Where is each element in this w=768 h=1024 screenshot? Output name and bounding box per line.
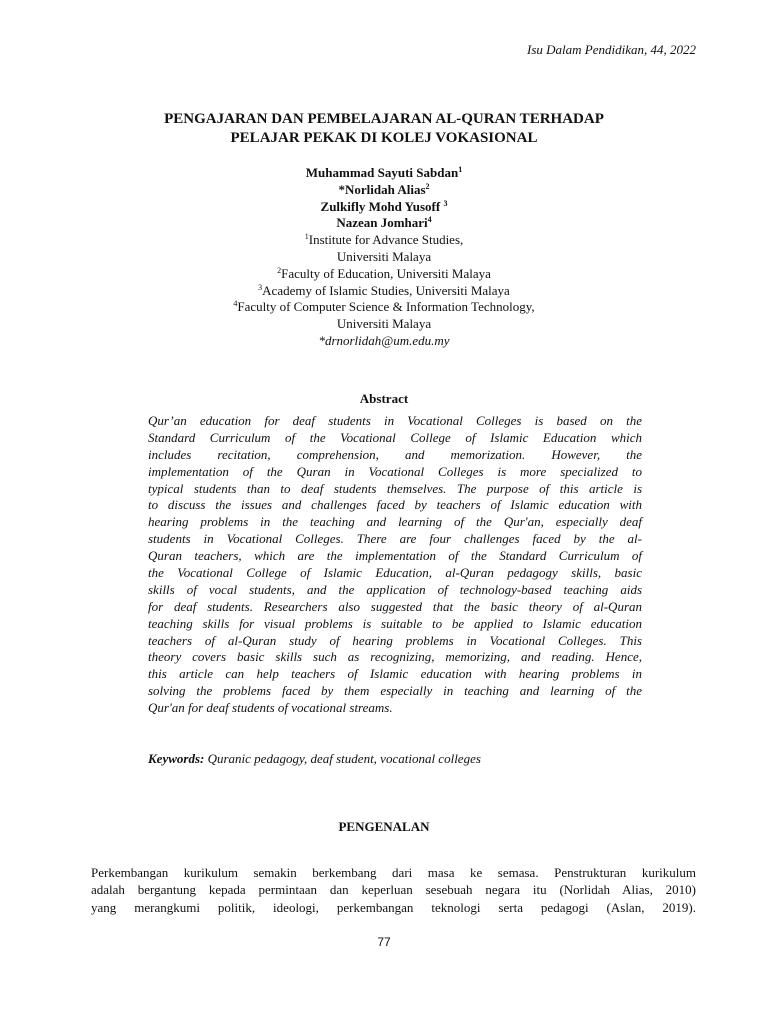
abstract-line: students in Vocational Colleges. There are four challenges faced by the al-: [148, 531, 642, 547]
abstract-line: theory covers basic skills such as recognizing, memorizing, and reading. Hence,: [148, 649, 642, 665]
author-name: Zulkifly Mohd Yusoff $^3$: [320, 198, 448, 214]
title-line: PENGAJARAN DAN PEMBELAJARAN AL-QURAN TERHADAP: [164, 111, 604, 127]
abstract-line: solving the problems faced by them especially in teaching and learning of the: [148, 683, 642, 699]
title-line: PELAJAR PEKAK DI KOLEJ VOKASIONAL: [230, 130, 538, 146]
abstract-line: hearing problems in the teaching and learning of the Qur'an, especially deaf: [148, 514, 642, 530]
abstract-line: to discuss the issues and challenges faced by teachers of Islamic education with: [148, 497, 642, 513]
corresponding-email[interactable]: *drnorlidah@um.edu.my: [318, 332, 450, 348]
page-number: 77: [377, 935, 391, 949]
body-line: Perkembangan kurikulum semakin berkembang dari masa ke semasa. Penstrukturan kurikulum: [91, 865, 696, 880]
affiliation: $^3$Academy of Islamic Studies, Universiti Malaya: [258, 282, 510, 298]
keywords: [148, 751, 481, 767]
paper-title: [0, 110, 768, 148]
abstract-line: Quran teachers, which are the implementation of the Standard Curriculum of: [148, 548, 642, 564]
abstract-line: this article can help teachers of Islamic education with hearing problems in: [148, 666, 642, 682]
abstract-line: the Vocational College of Islamic Education, al-Quran pedagogy skills, basic: [148, 565, 642, 581]
abstract-line: includes recitation, comprehension, and memorization. However, the: [148, 446, 642, 462]
abstract-line: Qur'an for deaf students of vocational streams.: [148, 700, 393, 716]
abstract-line: skills of vocal students, and the application of technology-based teaching aids: [148, 581, 642, 597]
abstract-line: teaching skills for visual problems is suitable to be applied to Islamic education: [148, 615, 642, 631]
affiliation: $^2$Faculty of Education, Universiti Malaya: [277, 265, 491, 281]
abstract-line: typical students than to deaf students themselves. The purpose of this article is: [148, 480, 642, 496]
author-name: *Norlidah Alias$^2$: [338, 181, 430, 197]
author-block: [0, 165, 768, 350]
affiliation: $^4$Faculty of Computer Science & Information Technology,: [233, 299, 535, 315]
abstract-line: teachers of al-Quran study of hearing problems in Vocational Colleges. This: [148, 632, 642, 648]
affiliation: $^1$Institute for Advance Studies,: [304, 232, 464, 248]
keywords-text: Quranic pedagogy, deaf student, vocational colleges: [204, 751, 481, 766]
abstract-line: implementation of the Quran in Vocational Colleges is more specialized to: [148, 463, 642, 479]
body-line: yang merangkumi politik, ideologi, perkembangan teknologi serta pedagogi (Aslan, 2019).: [91, 899, 696, 915]
abstract-body: [148, 413, 642, 717]
affiliation: Universiti Malaya: [336, 316, 432, 332]
abstract-line: Qur’an education for deaf students in Vocational Colleges is based on the: [148, 413, 642, 428]
author-name: Muhammad Sayuti Sabdan$^1$: [305, 165, 463, 180]
affiliation: Universiti Malaya: [336, 248, 432, 264]
body-line: adalah bergantung kepada permintaan dan keperluan sesebuah negara itu (Norlidah Alias, 2010): [91, 882, 696, 898]
journal-header: Isu Dalam Pendidikan, 44, 2022: [527, 42, 696, 57]
body-paragraph: [91, 864, 696, 916]
section-heading: PENGENALAN: [338, 819, 430, 834]
keywords-label: Keywords:: [148, 751, 205, 766]
abstract-line: for deaf students. Researchers also suggested that the basic theory of al-Quran: [148, 598, 642, 614]
author-name: Nazean Jomhari$^4$: [336, 215, 432, 231]
abstract-line: Standard Curriculum of the Vocational College of Islamic Education which: [148, 429, 642, 445]
abstract-heading: Abstract: [359, 391, 409, 406]
